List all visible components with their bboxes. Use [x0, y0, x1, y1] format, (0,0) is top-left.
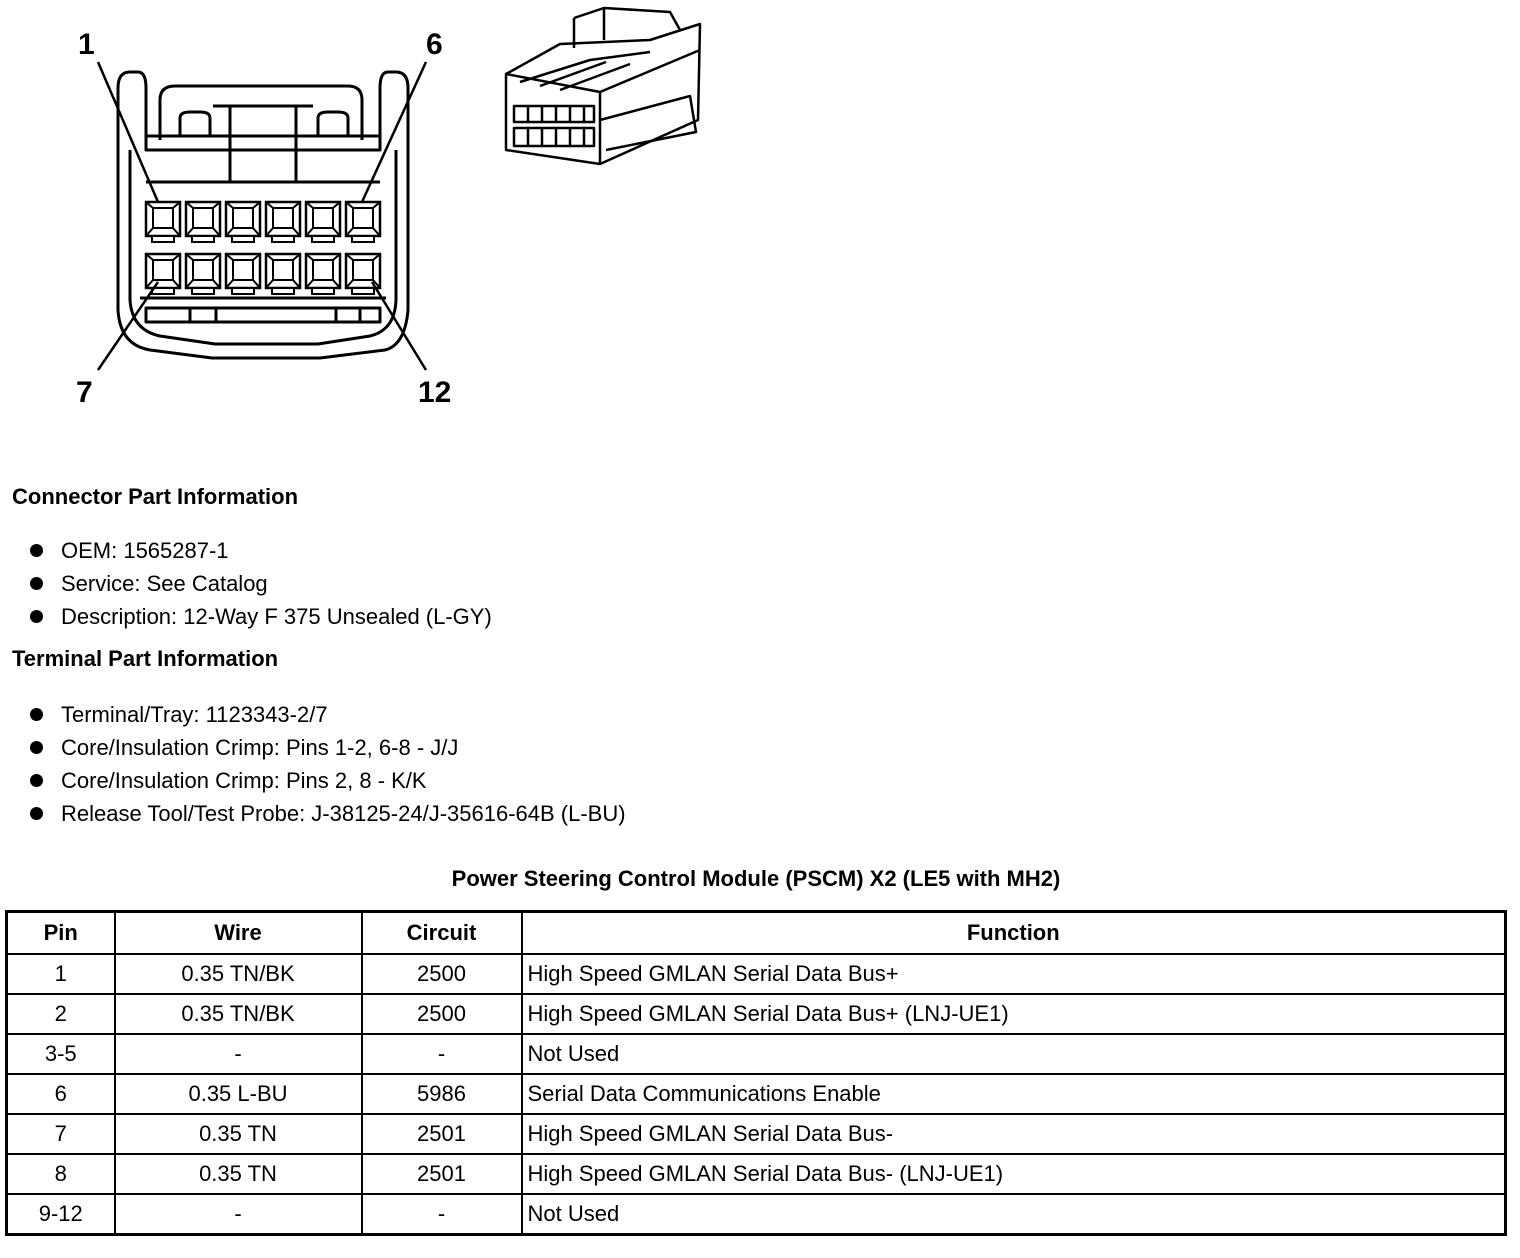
cell-function: High Speed GMLAN Serial Data Bus- (LNJ-UE1)	[522, 1154, 1506, 1194]
terminal-cavity	[266, 202, 300, 242]
leader-line-pin-6	[362, 62, 426, 202]
cell-pin: 2	[7, 994, 115, 1034]
pin-table-title: Power Steering Control Module (PSCM) X2 (LE5 with MH2)	[451, 866, 1061, 891]
cell-function: Not Used	[522, 1034, 1506, 1074]
terminal-cavity	[146, 202, 180, 242]
terminal-cavity	[186, 202, 220, 242]
list-item: Release Tool/Test Probe: J-38125-24/J-35616-64B (L-BU)	[28, 797, 626, 830]
column-header-function: Function	[522, 912, 1506, 955]
cell-pin: 7	[7, 1114, 115, 1154]
leader-line-pin-7	[98, 282, 158, 370]
cell-pin: 3-5	[7, 1034, 115, 1074]
pin-table	[5, 910, 1507, 1236]
terminal-cavity	[186, 254, 220, 294]
cell-circuit: -	[362, 1034, 522, 1074]
terminal-part-information-list	[28, 698, 626, 830]
cell-function: High Speed GMLAN Serial Data Bus-	[522, 1114, 1506, 1154]
cell-circuit: -	[362, 1194, 522, 1235]
list-item: Terminal/Tray: 1123343-2/7	[28, 698, 626, 731]
callout-pin-7: 7	[76, 376, 93, 409]
table-row	[7, 1194, 1506, 1235]
cell-wire: -	[115, 1194, 362, 1235]
leader-line-pin-1	[98, 62, 158, 202]
cell-wire: -	[115, 1034, 362, 1074]
table-header-row	[7, 912, 1506, 955]
table-row	[7, 994, 1506, 1034]
callout-pin-12: 12	[418, 376, 452, 409]
terminal-cavities	[146, 202, 380, 294]
cell-wire: 0.35 TN	[115, 1154, 362, 1194]
cell-wire: 0.35 TN/BK	[115, 954, 362, 994]
table-row	[7, 1034, 1506, 1074]
cell-pin: 6	[7, 1074, 115, 1114]
callout-pin-1: 1	[78, 28, 95, 61]
list-item: OEM: 1565287-1	[28, 534, 492, 567]
cell-circuit: 5986	[362, 1074, 522, 1114]
cell-wire: 0.35 TN/BK	[115, 994, 362, 1034]
cell-function: High Speed GMLAN Serial Data Bus+ (LNJ-UE1)	[522, 994, 1506, 1034]
cell-circuit: 2500	[362, 994, 522, 1034]
terminal-cavity	[306, 202, 340, 242]
column-header-pin: Pin	[7, 912, 115, 955]
cell-circuit: 2501	[362, 1114, 522, 1154]
connector-diagram	[0, 0, 760, 430]
table-row	[7, 954, 1506, 994]
connector-inner-outline	[130, 150, 396, 344]
cell-wire: 0.35 TN	[115, 1114, 362, 1154]
callout-pin-6: 6	[426, 28, 443, 61]
cell-function: High Speed GMLAN Serial Data Bus+	[522, 954, 1506, 994]
terminal-cavity	[306, 254, 340, 294]
cell-function: Not Used	[522, 1194, 1506, 1235]
column-header-wire: Wire	[115, 912, 362, 955]
list-item: Core/Insulation Crimp: Pins 2, 8 - K/K	[28, 764, 626, 797]
cell-circuit: 2500	[362, 954, 522, 994]
table-row	[7, 1074, 1506, 1114]
table-row	[7, 1114, 1506, 1154]
connector-part-information-list	[28, 534, 492, 633]
terminal-cavity	[346, 202, 380, 242]
table-row	[7, 1154, 1506, 1194]
list-item: Core/Insulation Crimp: Pins 1-2, 6-8 - J/J	[28, 731, 626, 764]
list-item: Description: 12-Way F 375 Unsealed (L-GY)	[28, 600, 492, 633]
terminal-cavity	[266, 254, 300, 294]
connector-part-information-heading: Connector Part Information	[12, 484, 299, 509]
cell-wire: 0.35 L-BU	[115, 1074, 362, 1114]
cell-pin: 8	[7, 1154, 115, 1194]
cell-circuit: 2501	[362, 1154, 522, 1194]
leader-line-pin-12	[372, 282, 426, 370]
list-item: Service: See Catalog	[28, 567, 492, 600]
column-header-circuit: Circuit	[362, 912, 522, 955]
cell-pin: 1	[7, 954, 115, 994]
cell-pin: 9-12	[7, 1194, 115, 1235]
terminal-part-information-heading: Terminal Part Information	[12, 646, 279, 671]
cell-function: Serial Data Communications Enable	[522, 1074, 1506, 1114]
connector-isometric-view	[506, 8, 700, 164]
terminal-cavity	[226, 202, 260, 242]
terminal-cavity	[226, 254, 260, 294]
terminal-cavity	[146, 254, 180, 294]
